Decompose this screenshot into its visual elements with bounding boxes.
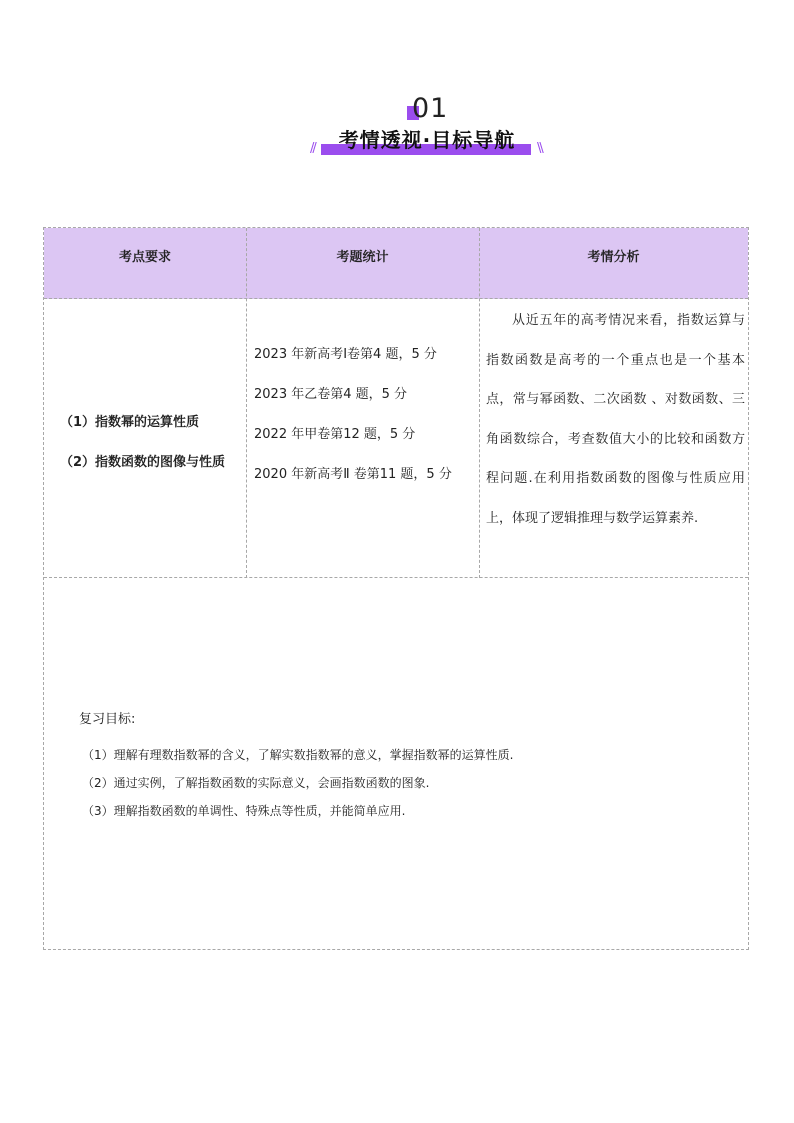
section-title: 考情透视·目标导航 — [338, 128, 516, 152]
list-item: 2020 年新高考Ⅱ 卷第11 题，5 分 — [254, 467, 452, 482]
right-slash-decoration: \\ — [537, 141, 542, 156]
review-goals-label: 复习目标: — [79, 712, 136, 727]
table-row — [44, 299, 748, 578]
header-requirements: 考点要求 — [118, 250, 171, 265]
analysis-text: 从近五年的高考情况来看，指数运算与指数函数是高考的一个重点也是一个基本点，常与幂函数、二次函数 、对数函数、三角函数综合，考查数值大小的比较和函数方程问题.在利用指数函数的图像与性质应用上，体现了逻辑推理与数学运算素养. — [486, 313, 745, 526]
statistics-list — [254, 335, 476, 495]
section-number: 01 — [412, 93, 449, 124]
list-item: （2）通过实例，了解指数函数的实际意义，会画指数函数的图象. — [82, 776, 430, 790]
list-item: 2023 年新高考Ⅰ卷第4 题，5 分 — [254, 347, 437, 362]
list-item: （1）指数幂的运算性质 — [60, 415, 200, 430]
header-analysis: 考情分析 — [587, 250, 640, 265]
review-goals-list — [82, 741, 513, 825]
left-slash-decoration: // — [310, 141, 315, 156]
list-item: （2）指数函数的图像与性质 — [60, 455, 226, 470]
section-heading — [0, 0, 794, 170]
requirements-list — [60, 403, 225, 483]
exam-analysis-table — [43, 227, 749, 950]
list-item: 2023 年乙卷第4 题，5 分 — [254, 387, 408, 402]
list-item: （3）理解指数函数的单调性、特殊点等性质，并能简单应用. — [82, 804, 406, 818]
table-header-row — [44, 228, 748, 299]
header-statistics: 考题统计 — [336, 250, 389, 265]
list-item: （1）理解有理数指数幂的含义，了解实数指数幂的意义，掌握指数幂的运算性质. — [82, 748, 514, 762]
list-item: 2022 年甲卷第12 题，5 分 — [254, 427, 416, 442]
